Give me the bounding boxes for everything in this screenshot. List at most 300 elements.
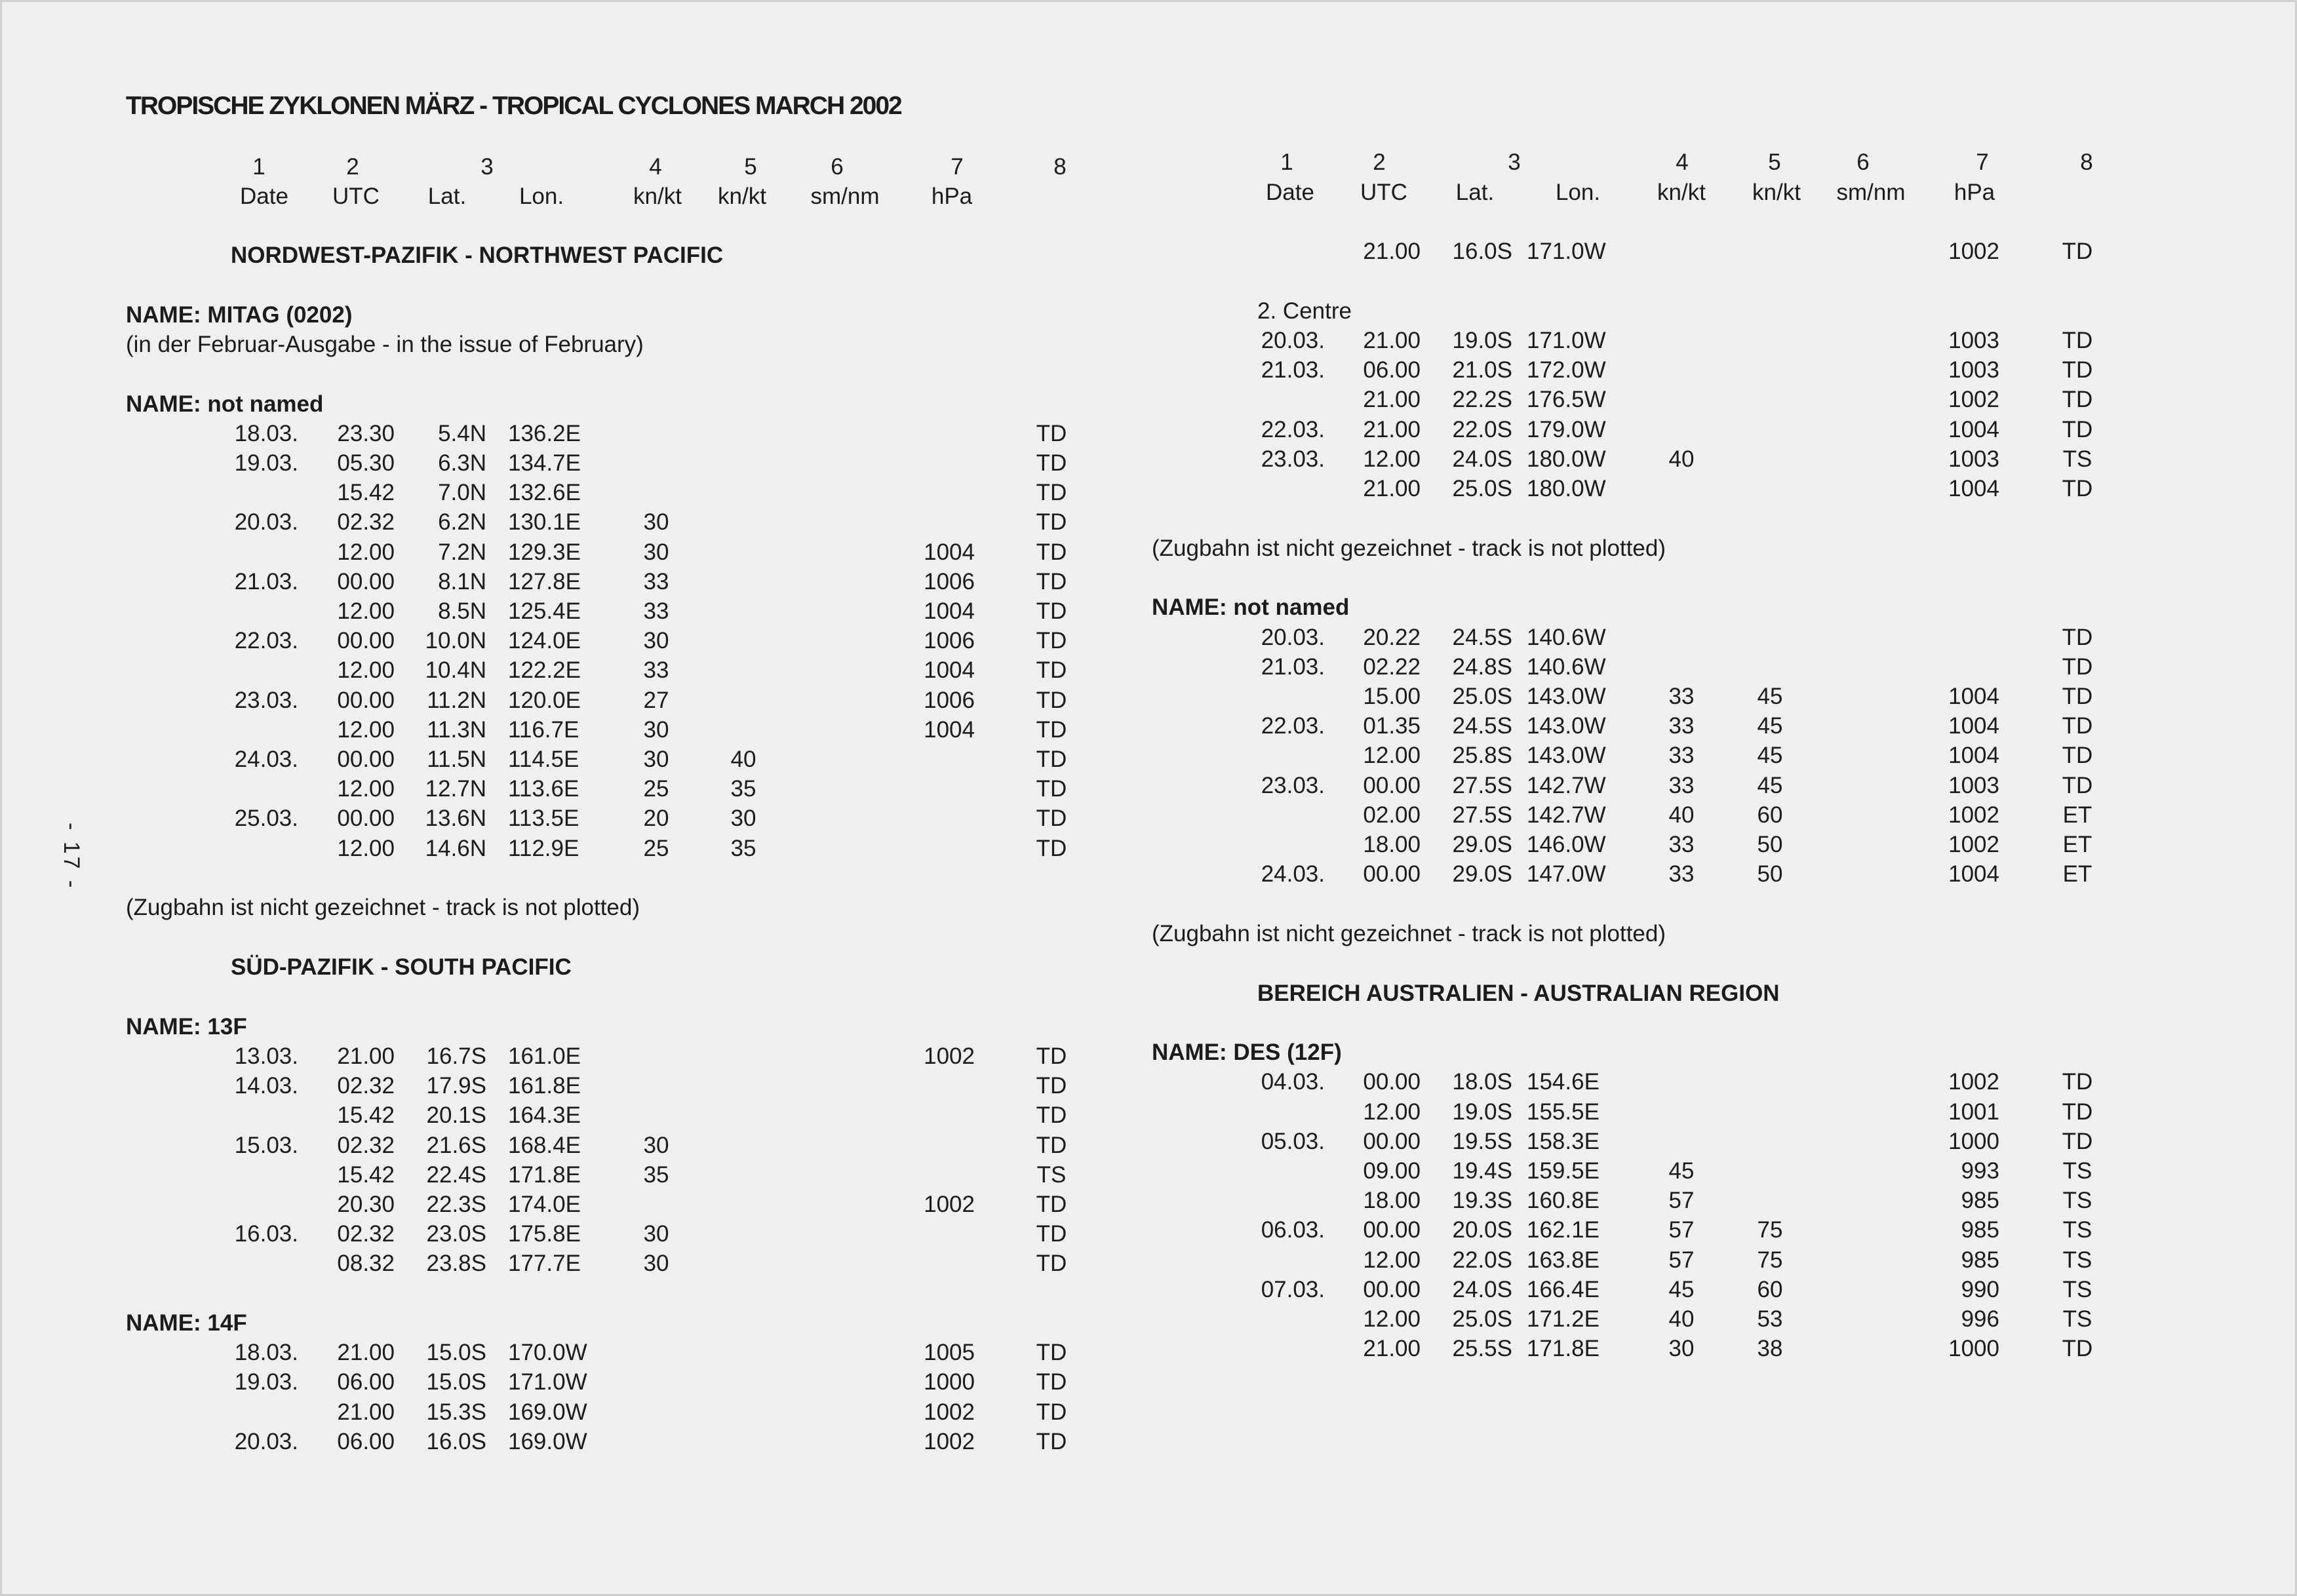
cell-utc: 12.00 [1363, 1247, 1421, 1273]
cell-utc: 02.32 [337, 509, 395, 535]
cell-gust-kn: 45 [1757, 713, 1783, 739]
cell-date: 20.03. [1261, 327, 1325, 353]
cell-lat: 19.0S [1452, 327, 1512, 353]
cell-utc: 01.35 [1363, 713, 1421, 739]
cell-category: TS [1036, 1161, 1067, 1188]
cell-utc: 00.00 [337, 628, 395, 654]
cell-lat: 15.3S [426, 1399, 486, 1425]
cell-lon: 166.4E [1527, 1276, 1600, 1302]
column-unit: Date [240, 184, 288, 209]
cell-utc: 12.00 [337, 539, 395, 565]
cell-pressure: 1002 [1948, 802, 1999, 828]
cell-utc: 21.00 [1363, 475, 1421, 501]
cell-lon: 147.0W [1527, 861, 1606, 887]
cell-utc: 06.00 [337, 1369, 395, 1395]
column-unit: sm/nm [1836, 180, 1906, 205]
cell-gust-kn: 40 [730, 747, 756, 772]
cell-utc: 00.00 [337, 687, 395, 713]
cell-category: TD [2062, 1128, 2093, 1154]
cell-lat: 25.0S [1452, 475, 1512, 501]
cell-utc: 20.22 [1363, 624, 1421, 650]
cell-category: TD [2062, 327, 2093, 353]
cell-date: 22.03. [1261, 416, 1325, 442]
cell-category: TD [1036, 835, 1067, 861]
cell-pressure: 1003 [1948, 327, 1999, 353]
cell-pressure: 985 [1961, 1188, 1999, 1214]
cell-utc: 15.42 [337, 480, 395, 506]
cell-pressure: 1004 [1948, 861, 1999, 887]
cell-lon: 113.5E [508, 806, 579, 832]
cell-wind-kn: 30 [643, 539, 669, 565]
cell-lon: 169.0W [508, 1428, 587, 1454]
cell-pressure: 1004 [1948, 713, 1999, 739]
cell-category: TD [2062, 239, 2093, 264]
storm-name: NAME: 14F [126, 1310, 247, 1336]
cell-wind-kn: 30 [643, 1132, 669, 1158]
cell-lat: 19.3S [1452, 1188, 1512, 1214]
cell-category: TD [1036, 657, 1067, 684]
cell-category: TD [2062, 743, 2093, 769]
cell-category: TS [2062, 1188, 2092, 1214]
cell-lon: 143.0W [1527, 683, 1606, 709]
cell-lon: 161.8E [508, 1073, 581, 1099]
cell-lon: 177.7E [508, 1251, 581, 1277]
cell-pressure: 1006 [924, 568, 975, 594]
cell-wind-kn: 30 [643, 1221, 669, 1247]
cell-pressure: 1002 [1948, 239, 1999, 264]
cell-lon: 171.0W [1527, 239, 1606, 264]
cell-date: 16.03. [234, 1221, 298, 1247]
cell-utc: 00.00 [1363, 1128, 1421, 1154]
column-unit: hPa [931, 184, 973, 209]
cell-category: TD [2062, 624, 2093, 650]
cell-lat: 17.9S [426, 1073, 486, 1099]
cell-utc: 12.00 [337, 598, 395, 624]
cell-lon: 175.8E [508, 1221, 581, 1247]
cell-wind-kn: 33 [1668, 831, 1695, 857]
column-number: 4 [649, 154, 662, 180]
cell-lon: 142.7W [1527, 772, 1606, 798]
cell-category: TD [2062, 475, 2093, 501]
cell-lat: 24.5S [1452, 624, 1512, 650]
cell-date: 24.03. [234, 747, 298, 772]
cell-utc: 02.22 [1363, 653, 1421, 680]
cell-pressure: 1001 [1948, 1099, 1999, 1125]
cell-category: TD [2062, 713, 2093, 739]
column-unit: hPa [1953, 180, 1995, 205]
cell-utc: 02.32 [337, 1221, 395, 1247]
cell-pressure: 985 [1961, 1217, 1999, 1243]
storm-name: NAME: 13F [126, 1013, 247, 1040]
cell-date: 05.03. [1261, 1128, 1325, 1154]
cell-utc: 12.00 [1363, 1306, 1421, 1332]
cell-wind-kn: 45 [1668, 1158, 1695, 1184]
cell-lat: 19.0S [1452, 1099, 1512, 1125]
cell-wind-kn: 33 [1668, 713, 1695, 739]
cell-category: TD [1036, 1132, 1067, 1158]
cell-pressure: 1004 [924, 539, 975, 565]
cell-category: TS [2062, 1306, 2092, 1332]
cell-lon: 129.3E [508, 539, 581, 565]
column-number: 3 [481, 154, 494, 180]
cell-pressure: 985 [1961, 1247, 1999, 1273]
cell-lat: 10.0N [425, 628, 486, 654]
column-number: 7 [1976, 149, 1989, 175]
cell-category: TS [2062, 1217, 2092, 1243]
column-unit: Lat. [427, 184, 467, 209]
cell-lat: 27.5S [1452, 772, 1512, 798]
cell-category: TD [2062, 772, 2093, 798]
cell-utc: 15.00 [1363, 683, 1421, 709]
cell-utc: 18.00 [1363, 1188, 1421, 1214]
cell-lat: 13.6N [425, 806, 486, 832]
cell-category: TD [1036, 1340, 1067, 1366]
cell-wind-kn: 40 [1668, 802, 1695, 828]
cell-category: TD [1036, 628, 1067, 654]
cell-category: TD [1036, 598, 1067, 624]
cell-date: 14.03. [234, 1073, 298, 1099]
cell-date: 23.03. [234, 687, 298, 713]
cell-lon: 159.5E [1527, 1158, 1600, 1184]
cell-category: TD [1036, 687, 1067, 713]
column-number: 2 [346, 154, 359, 180]
column-unit: kn/kt [1752, 180, 1801, 205]
cell-category: TD [1036, 747, 1067, 772]
cell-pressure: 1004 [1948, 743, 1999, 769]
cell-lat: 25.8S [1452, 743, 1512, 769]
storm-name: NAME: not named [126, 391, 324, 417]
note-text: (Zugbahn ist nicht gezeichnet - track is not plotted) [1152, 920, 1666, 946]
cell-category: TD [1036, 450, 1067, 476]
cell-utc: 23.30 [337, 420, 395, 446]
cell-pressure: 990 [1961, 1276, 1999, 1302]
cell-category: TD [1036, 1221, 1067, 1247]
column-unit: kn/kt [718, 184, 766, 209]
cell-category: TD [1036, 1191, 1067, 1217]
cell-lat: 25.5S [1452, 1336, 1512, 1362]
cell-utc: 21.00 [1363, 327, 1421, 353]
cell-wind-kn: 20 [643, 806, 669, 832]
cell-lon: 143.0W [1527, 743, 1606, 769]
cell-pressure: 1000 [1948, 1336, 1999, 1362]
cell-lon: 154.6E [1527, 1069, 1600, 1095]
cell-utc: 05.30 [337, 450, 395, 476]
cell-date: 20.03. [234, 1428, 298, 1454]
cell-lat: 25.0S [1452, 683, 1512, 709]
cell-date: 19.03. [234, 1369, 298, 1395]
column-unit: sm/nm [810, 184, 880, 209]
cell-lat: 7.0N [438, 480, 486, 506]
cell-gust-kn: 53 [1757, 1306, 1783, 1332]
cell-utc: 12.00 [337, 657, 395, 684]
cell-category: TD [1036, 568, 1067, 594]
cell-wind-kn: 33 [1668, 861, 1695, 887]
cell-lon: 127.8E [508, 568, 581, 594]
cell-lat: 25.0S [1452, 1306, 1512, 1332]
cell-lat: 24.8S [1452, 653, 1512, 680]
cell-lon: 140.6W [1527, 624, 1606, 650]
cell-date: 25.03. [234, 806, 298, 832]
cell-lat: 27.5S [1452, 802, 1512, 828]
column-unit: Date [1266, 180, 1314, 205]
cell-pressure: 1005 [924, 1340, 975, 1366]
cell-pressure: 1002 [924, 1428, 975, 1454]
cell-date: 15.03. [234, 1132, 298, 1158]
cell-utc: 06.00 [1363, 357, 1421, 383]
cell-lon: 171.0W [508, 1369, 587, 1395]
cell-pressure: 993 [1961, 1158, 1999, 1184]
cell-utc: 21.00 [337, 1399, 395, 1425]
cell-pressure: 1002 [924, 1191, 975, 1217]
cell-pressure: 1002 [924, 1043, 975, 1069]
cell-lon: 174.0E [508, 1191, 581, 1217]
cell-wind-kn: 30 [643, 628, 669, 654]
cell-category: TD [1036, 776, 1067, 802]
cell-category: TS [2062, 446, 2092, 472]
cell-utc: 00.00 [337, 568, 395, 594]
cell-lat: 11.3N [427, 716, 486, 743]
cell-wind-kn: 33 [1668, 743, 1695, 769]
cell-lon: 163.8E [1527, 1247, 1600, 1273]
cell-category: TD [1036, 806, 1067, 832]
cell-wind-kn: 30 [1668, 1336, 1695, 1362]
cell-category: TD [2062, 683, 2093, 709]
cell-utc: 18.00 [1363, 831, 1421, 857]
cell-lat: 22.0S [1452, 416, 1512, 442]
cell-lat: 14.6N [425, 835, 486, 861]
cell-lat: 16.0S [1452, 239, 1512, 264]
cell-wind-kn: 27 [643, 687, 669, 713]
column-number: 1 [252, 154, 265, 180]
cell-pressure: 1004 [1948, 416, 1999, 442]
cell-date: 21.03. [1261, 357, 1325, 383]
column-unit: UTC [1360, 180, 1407, 205]
cell-category: TD [2062, 387, 2093, 413]
cell-gust-kn: 75 [1757, 1247, 1783, 1273]
cell-lat: 16.7S [426, 1043, 486, 1069]
column-number: 5 [744, 154, 757, 180]
cell-category: TD [2062, 1336, 2093, 1362]
cell-category: TD [1036, 420, 1067, 446]
cell-category: TD [1036, 1369, 1067, 1395]
cell-lat: 23.8S [426, 1251, 486, 1277]
cell-date: 22.03. [234, 628, 298, 654]
cell-lat: 22.3S [426, 1191, 486, 1217]
cell-date: 24.03. [1261, 861, 1325, 887]
cell-lon: 134.7E [508, 450, 581, 476]
cell-utc: 00.00 [1363, 1217, 1421, 1243]
cell-category: TD [1036, 1043, 1067, 1069]
cell-lon: 136.2E [508, 420, 581, 446]
cell-utc: 21.00 [1363, 416, 1421, 442]
cell-utc: 12.00 [1363, 446, 1421, 472]
cell-lon: 169.0W [508, 1399, 587, 1425]
cell-utc: 02.00 [1363, 802, 1421, 828]
cell-category: TD [2062, 357, 2093, 383]
cell-lat: 22.0S [1452, 1247, 1512, 1273]
cell-lat: 20.1S [426, 1102, 486, 1129]
cell-pressure: 1006 [924, 628, 975, 654]
cell-lon: 142.7W [1527, 802, 1606, 828]
cell-category: TD [1036, 509, 1067, 535]
cell-lat: 22.4S [426, 1161, 486, 1188]
column-unit: Lon. [1555, 180, 1601, 205]
page-number: - 17 - [59, 823, 84, 891]
cell-utc: 02.32 [337, 1073, 395, 1099]
cell-pressure: 1004 [1948, 475, 1999, 501]
cell-gust-kn: 60 [1757, 1276, 1783, 1302]
cell-category: TD [2062, 1099, 2093, 1125]
cell-utc: 21.00 [337, 1043, 395, 1069]
cell-wind-kn: 33 [643, 598, 669, 624]
cell-category: ET [2062, 861, 2092, 887]
cell-lon: 122.2E [508, 657, 581, 684]
cell-lon: 112.9E [508, 835, 579, 861]
cell-gust-kn: 75 [1757, 1217, 1783, 1243]
cell-date: 23.03. [1261, 446, 1325, 472]
cell-lon: 171.0W [1527, 327, 1606, 353]
storm-name: NAME: MITAG (0202) [126, 302, 353, 328]
cell-category: TD [2062, 416, 2093, 442]
cell-wind-kn: 30 [643, 747, 669, 772]
cell-lat: 29.0S [1452, 831, 1512, 857]
cell-lon: 158.3E [1527, 1128, 1600, 1154]
cell-pressure: 1006 [924, 687, 975, 713]
storm-name: NAME: DES (12F) [1152, 1040, 1342, 1066]
cell-gust-kn: 35 [730, 776, 756, 802]
cell-utc: 09.00 [1363, 1158, 1421, 1184]
cell-lon: 143.0W [1527, 713, 1606, 739]
cell-gust-kn: 38 [1757, 1336, 1783, 1362]
cell-utc: 12.00 [1363, 1099, 1421, 1125]
cell-wind-kn: 57 [1668, 1247, 1695, 1273]
cell-lat: 7.2N [438, 539, 486, 565]
cell-pressure: 996 [1961, 1306, 1999, 1332]
cell-pressure: 1002 [1948, 831, 1999, 857]
cell-lon: 132.6E [508, 480, 581, 506]
cell-date: 20.03. [1261, 624, 1325, 650]
cell-category: TD [2062, 653, 2093, 680]
cell-utc: 12.00 [337, 716, 395, 743]
cell-lon: 176.5W [1527, 387, 1606, 413]
cell-wind-kn: 25 [643, 776, 669, 802]
cell-wind-kn: 33 [643, 568, 669, 594]
cell-lon: 171.8E [508, 1161, 581, 1188]
cell-utc: 00.00 [1363, 1276, 1421, 1302]
cell-lon: 161.0E [508, 1043, 581, 1069]
cell-lon: 155.5E [1527, 1099, 1600, 1125]
cell-gust-kn: 35 [730, 835, 756, 861]
cell-lon: 171.2E [1527, 1306, 1600, 1332]
cell-lat: 24.0S [1452, 446, 1512, 472]
cell-utc: 06.00 [337, 1428, 395, 1454]
cell-date: 18.03. [234, 1340, 298, 1366]
cell-lon: 171.8E [1527, 1336, 1600, 1362]
cell-lon: 164.3E [508, 1102, 581, 1129]
cell-lon: 113.6E [508, 776, 579, 802]
cell-date: 21.03. [1261, 653, 1325, 680]
cell-wind-kn: 33 [643, 657, 669, 684]
cell-gust-kn: 50 [1757, 861, 1783, 887]
note-text: (in der Februar-Ausgabe - in the issue of February) [126, 331, 644, 357]
cell-pressure: 1004 [924, 598, 975, 624]
region-heading: BEREICH AUSTRALIEN - AUSTRALIAN REGION [1257, 980, 1780, 1006]
cell-wind-kn: 33 [1668, 772, 1695, 798]
column-unit: Lat. [1455, 180, 1495, 205]
cell-lon: 116.7E [508, 716, 579, 743]
cell-wind-kn: 30 [643, 509, 669, 535]
cell-wind-kn: 40 [1668, 1306, 1695, 1332]
cell-lon: 180.0W [1527, 475, 1606, 501]
column-number: 6 [1856, 149, 1870, 175]
cell-lat: 12.7N [425, 776, 486, 802]
cell-category: TD [1036, 1102, 1067, 1129]
cell-lon: 140.6W [1527, 653, 1606, 680]
note-text: (Zugbahn ist nicht gezeichnet - track is not plotted) [126, 895, 640, 921]
cell-date: 22.03. [1261, 713, 1325, 739]
column-number: 1 [1280, 149, 1293, 175]
cell-lon: 130.1E [508, 509, 581, 535]
cell-wind-kn: 45 [1668, 1276, 1695, 1302]
cell-lat: 21.6S [426, 1132, 486, 1158]
cell-lon: 179.0W [1527, 416, 1606, 442]
cell-gust-kn: 50 [1757, 831, 1783, 857]
cell-lat: 19.5S [1452, 1128, 1512, 1154]
column-number: 5 [1768, 149, 1781, 175]
cell-utc: 00.00 [337, 747, 395, 772]
cell-category: TD [2062, 1069, 2093, 1095]
cell-utc: 21.00 [337, 1340, 395, 1366]
cell-lon: 168.4E [508, 1132, 581, 1158]
cell-pressure: 1000 [924, 1369, 975, 1395]
cell-utc: 15.42 [337, 1102, 395, 1129]
cell-date: 13.03. [234, 1043, 298, 1069]
cell-lat: 15.0S [426, 1340, 486, 1366]
cell-category: ET [2062, 802, 2092, 828]
cell-lon: 124.0E [508, 628, 581, 654]
cell-lat: 6.3N [438, 450, 486, 476]
cell-lat: 6.2N [438, 509, 486, 535]
cell-utc: 08.32 [337, 1251, 395, 1277]
cell-lat: 11.2N [427, 687, 486, 713]
cell-lat: 24.5S [1452, 713, 1512, 739]
cell-wind-kn: 30 [643, 716, 669, 743]
cell-lon: 172.0W [1527, 357, 1606, 383]
document-title: TROPISCHE ZYKLONEN MÄRZ - TROPICAL CYCLONES MARCH 2002 [126, 92, 901, 120]
column-number: 2 [1373, 149, 1386, 175]
cell-date: 21.03. [234, 568, 298, 594]
cell-utc: 21.00 [1363, 387, 1421, 413]
column-unit: UTC [332, 184, 380, 209]
cell-pressure: 1003 [1948, 446, 1999, 472]
column-number: 8 [2080, 149, 2093, 175]
cell-pressure: 1002 [1948, 387, 1999, 413]
cell-utc: 00.00 [1363, 861, 1421, 887]
cell-category: TD [1036, 716, 1067, 743]
cell-lat: 29.0S [1452, 861, 1512, 887]
note-text: (Zugbahn ist nicht gezeichnet - track is not plotted) [1152, 535, 1666, 561]
cell-pressure: 1000 [1948, 1128, 1999, 1154]
cell-category: TS [2062, 1158, 2092, 1184]
cell-lon: 160.8E [1527, 1188, 1600, 1214]
region-heading: SÜD-PAZIFIK - SOUTH PACIFIC [231, 954, 572, 980]
cell-utc: 00.00 [1363, 1069, 1421, 1095]
column-unit: kn/kt [633, 184, 682, 209]
cell-date: 20.03. [234, 509, 298, 535]
cell-pressure: 1004 [924, 716, 975, 743]
column-number: 3 [1508, 149, 1521, 175]
cell-wind-kn: 40 [1668, 446, 1695, 472]
